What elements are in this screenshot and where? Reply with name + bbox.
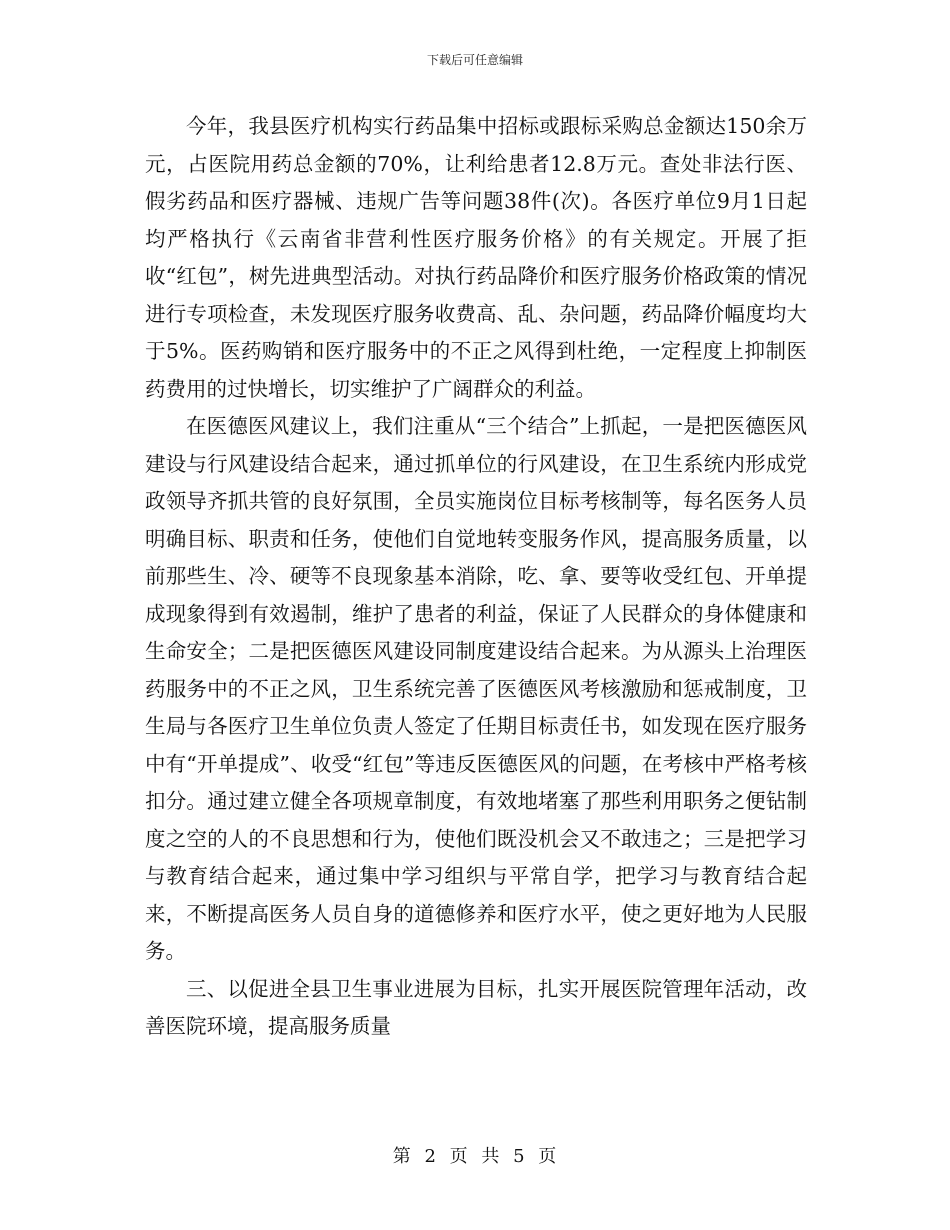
- paragraph-section-three: 三、以促进全县卫生事业进展为目标，扎实开展医院管理年活动，改善医院环境，提高服务质量: [145, 976, 807, 1038]
- paragraph-medical-ethics: 在医德医风建议上，我们注重从“三个结合”上抓起，一是把医德医风建设与行风建设结合起来，通过抓单位的行风建设，在卫生系统内形成党政领导齐抓共管的良好氛围，全员实施岗位目标考核制等，每名医务人员明确目标、职责和任务，使他们自觉地转变服务作风，提高服务质量，以前那些生、冷、硬等不良现象基本消除，吃、拿、要等收受红包、开单提成现象得到有效遏制，维护了患者的利益，保证了人民群众的身体健康和生命安全；二是把医德医风建设同制度建设结合起来。为从源头上治理医药服务中的不正之风，卫生系统完善了医德医风考核激励和惩戒制度，卫生局与各医疗卫生单位负责人签定了任期目标责任书，如发现在医疗服务中有“开单提成”、收受“红包”等违反医德医风的问题，在考核中严格考核扣分。通过建立健全各项规章制度，有效地堵塞了那些利用职务之便钻制度之空的人的不良思想和行为，使他们既没机会又不敢违之；三是把学习与教育结合起来，通过集中学习组织与平常自学，把学习与教育结合起来，不断提高医务人员自身的道德修养和医疗水平，使之更好地为人民服务。: [145, 414, 807, 963]
- paragraph-procurement: 今年，我县医疗机构实行药品集中招标或跟标采购总金额达150余万元，占医院用药总金额的70%，让利给患者12.8万元。查处非法行医、假劣药品和医疗器械、违规广告等问题38件(次)。各医疗单位9月1日起均严格执行《云南省非营利性医疗服务价格》的有关规定。开展了拒收“红包”，树先进典型活动。对执行药品降价和医疗服务价格政策的情况进行专项检查，未发现医疗服务收费高、乱、杂问题，药品降价幅度均大于5%。医药购销和医疗服务中的不正之风得到杜绝，一定程度上抑制医药费用的过快增长，切实维护了广阔群众的利益。: [145, 114, 807, 401]
- document-body: [145, 108, 807, 1046]
- page-number: 第 2 页 共 5 页: [392, 1146, 558, 1167]
- page-header-note: 下载后可任意编辑: [426, 53, 523, 67]
